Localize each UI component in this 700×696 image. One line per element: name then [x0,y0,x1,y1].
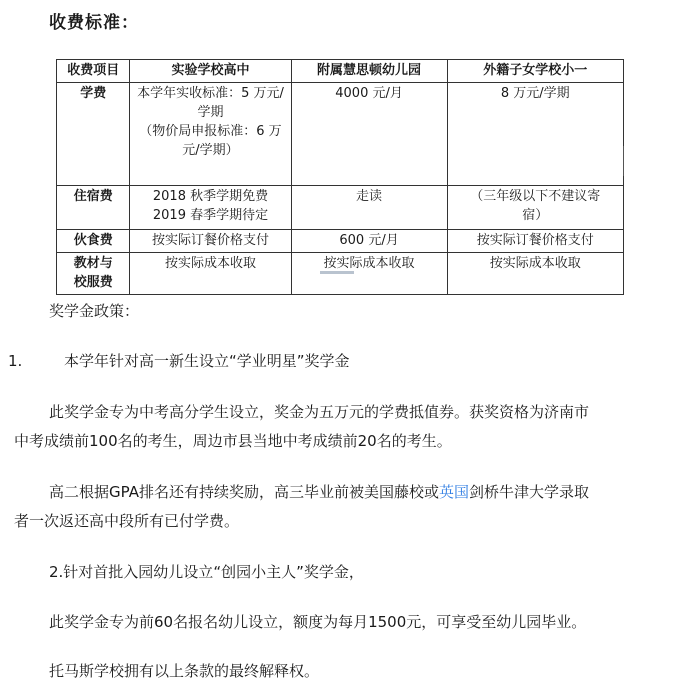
table-cell [447,230,623,253]
paragraph-2-line-2: 者一次返还高中段所有已付学费。 [14,512,240,530]
table-row [57,83,624,186]
table-cell [130,186,291,230]
paragraph-4: 托马斯学校拥有以上条款的最终解释权。 [49,662,320,680]
cell-line: 按实际订餐价格支付 [151,233,269,248]
cell-line: 4000 元/月 [335,86,403,101]
cell-line: 宿） [522,208,549,223]
table-cell [291,83,447,186]
table-cell [291,230,447,253]
cell-line: 本学年实收标准：5 万元/ [137,86,284,101]
cell-line: （三年级以下不建议寄 [470,189,601,204]
table-cell [447,83,623,186]
row-label-line: 校服费 [73,275,113,290]
row-label: 伙食费 [57,230,130,253]
table-row [57,186,624,230]
scholarship-item-2-title: 2.针对首批入园幼儿设立“创园小主人”奖学金， [49,563,364,581]
cell-line: 元/学期） [182,143,239,158]
cell-line: 按实际成本收取 [489,256,581,271]
row-label: 住宿费 [57,186,130,230]
cell-line: 600 元/月 [339,233,399,248]
table-cell [130,83,291,186]
table-cell [291,253,447,295]
page-break-marker [320,271,354,274]
uk-link[interactable]: 英国 [438,483,469,501]
table-cell [130,230,291,253]
cell-line: 按实际订餐价格支付 [476,233,594,248]
table-cell [447,253,623,295]
table-edge-marker [623,146,624,176]
header-foreign-school: 外籍子女学校小一 [447,60,623,83]
paragraph-1-line-1: 此奖学金专为中考高分学生设立，奖金为五万元的学费抵值券。获奖资格为济南市 [49,403,590,421]
table-header-row [57,60,624,83]
fee-table [56,59,624,295]
table-row [57,230,624,253]
table-cell [447,186,623,230]
row-label: 学费 [57,83,130,186]
cell-line: 2018 秋季学期免费 [152,189,269,204]
scholarship-item-1-title: 本学年针对高一新生设立“学业明星”奖学金 [64,352,350,370]
cell-line: 8 万元/学期 [500,86,570,101]
header-high-school: 实验学校高中 [130,60,291,83]
cell-line: 按实际成本收取 [164,256,256,271]
row-label-line: 教材与 [73,256,113,271]
table-cell [130,253,291,295]
section-heading: 收费标准： [49,13,139,33]
paragraph-2-line-1 [49,479,589,505]
header-item: 收费项目 [57,60,130,83]
cell-line: 走读 [356,189,383,204]
cell-line: 2019 春季学期待定 [152,208,269,223]
text-span: 高二根据GPA排名还有持续奖励，高三毕业前被美国藤校或 [49,483,439,501]
row-label [57,253,130,295]
paragraph-1-line-2: 中考成绩前100名的考生，周边市县当地中考成绩前20名的考生。 [14,432,452,450]
list-number-1: 1. [8,352,23,370]
paragraph-3: 此奖学金专为前60名报名幼儿设立，额度为每月1500元，可享受至幼儿园毕业。 [49,613,587,631]
text-span: 剑桥牛津大学录取 [469,483,590,501]
cell-line: 按实际成本收取 [323,256,415,271]
cell-line: （物价局申报标准：6 万 [139,124,282,139]
cell-line: 学期 [197,105,224,120]
scholarship-title: 奖学金政策： [49,302,140,320]
table-cell [291,186,447,230]
header-kindergarten: 附属慧思顿幼儿园 [291,60,447,83]
